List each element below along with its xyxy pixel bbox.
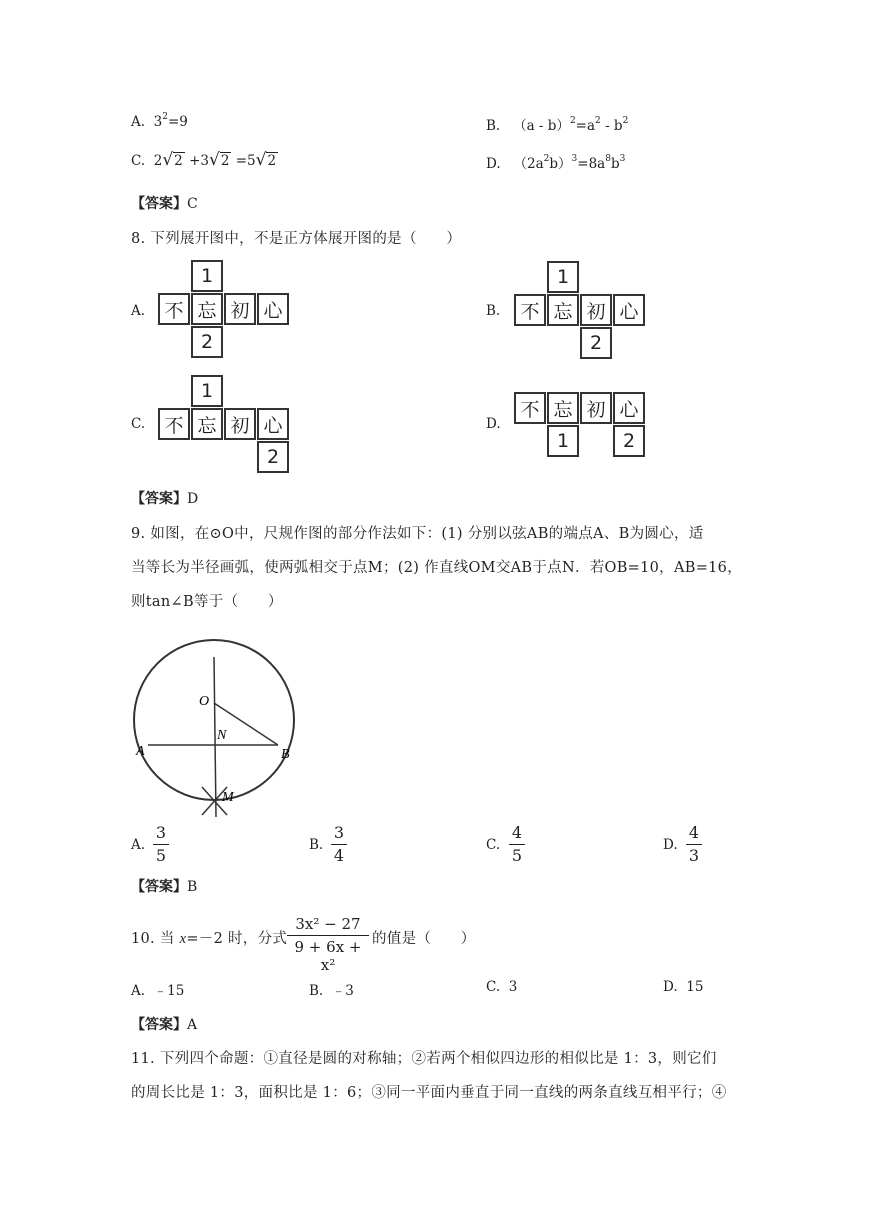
label-b: B [281,747,290,762]
q10-option-c: C. 3 [486,979,518,995]
net-cell: 初 [224,293,256,325]
q10-fraction: 3x² − 27 9 + 6x + x² [287,915,369,974]
net-cell: 忘 [191,408,223,440]
net-cell: 1 [191,260,223,292]
net-cell: 不 [158,408,190,440]
q7-option-d: D. $(2a^2b)^3=8a^8b^3$ [486,154,626,172]
q9-option-d-label: D. [663,837,678,853]
net-cell: 1 [191,375,223,407]
q9-option-d-fraction: 4 3 [686,824,702,865]
q8-option-a-label: A. [131,303,146,319]
q11-stem-line2: 的周长比是 1：3，面积比是 1：6；③同一平面内垂直于同一直线的两条直线互相平行；④ [131,1085,727,1101]
net-cell: 不 [158,293,190,325]
q9-option-b-label: B. [309,837,324,853]
q10-option-a: A. ﹣15 [131,983,185,999]
q9-option-c-label: C. [486,837,501,853]
q8-option-d-label: D. [486,416,501,432]
net-cell: 2 [191,326,223,358]
label-o: O [199,694,210,709]
net-cell: 心 [613,392,645,424]
q9-option-a-fraction: 3 5 [153,824,169,865]
net-cell: 心 [257,408,289,440]
net-cell: 不 [514,392,546,424]
q8-option-c-label: C. [131,416,146,432]
q10-stem: 10. 当 x=－2 时，分式 [131,931,288,947]
q7-option-c: C. 2√2 +3√2 =5√2 [131,150,277,170]
q9-stem-line3: 则tan∠B等于（ ） [131,594,283,610]
q10-option-d: D. 15 [663,979,704,995]
net-cell: 初 [224,408,256,440]
q11-stem-line1: 11. 下列四个命题：①直径是圆的对称轴；②若两个相似四边形的相似比是 1：3，则它们 [131,1051,717,1067]
q9-circle-figure [125,625,305,820]
net-cell: 1 [547,425,579,457]
q7-option-b: B. $(a - b)^2=a^2 - b^2$ [486,116,629,134]
q9-stem-line2: 当等长为半径画弧，使两弧相交于点M；(2) 作直线OM交AB于点N．若OB=10，AB=16， [131,560,743,576]
q10-answer: 【答案】A [131,1017,198,1033]
line-om [214,657,216,817]
q7-option-a: A. $3^2=9$ [131,112,188,130]
net-cell: 不 [514,294,546,326]
q8-option-b-label: B. [486,303,501,319]
net-cell: 2 [257,441,289,473]
net-cell: 2 [580,327,612,359]
label-a: A [136,744,145,759]
q8-stem: 8. 下列展开图中，不是正方体展开图的是（ ） [131,231,462,247]
net-cell: 忘 [547,392,579,424]
net-cell: 初 [580,392,612,424]
label-m: M [222,790,234,805]
q8-answer: 【答案】D [131,491,199,507]
label-n: N [217,728,227,743]
q9-option-a-label: A. [131,837,146,853]
net-cell: 1 [547,261,579,293]
net-cell: 忘 [547,294,579,326]
q9-stem-line1: 9. 如图，在⊙O中，尺规作图的部分作法如下：(1) 分别以弦AB的端点A、B为圆心，适 [131,526,704,542]
net-cell: 2 [613,425,645,457]
q9-option-b-fraction: 3 4 [331,824,347,865]
q7-answer: 【答案】C [131,196,198,212]
net-cell: 心 [257,293,289,325]
q9-answer: 【答案】B [131,879,198,895]
q10-stem-end: 的值是（ ） [372,931,476,947]
q10-option-b: B. ﹣3 [309,983,354,999]
q9-option-c-fraction: 4 5 [509,824,525,865]
net-cell: 初 [580,294,612,326]
net-cell: 心 [613,294,645,326]
net-cell: 忘 [191,293,223,325]
